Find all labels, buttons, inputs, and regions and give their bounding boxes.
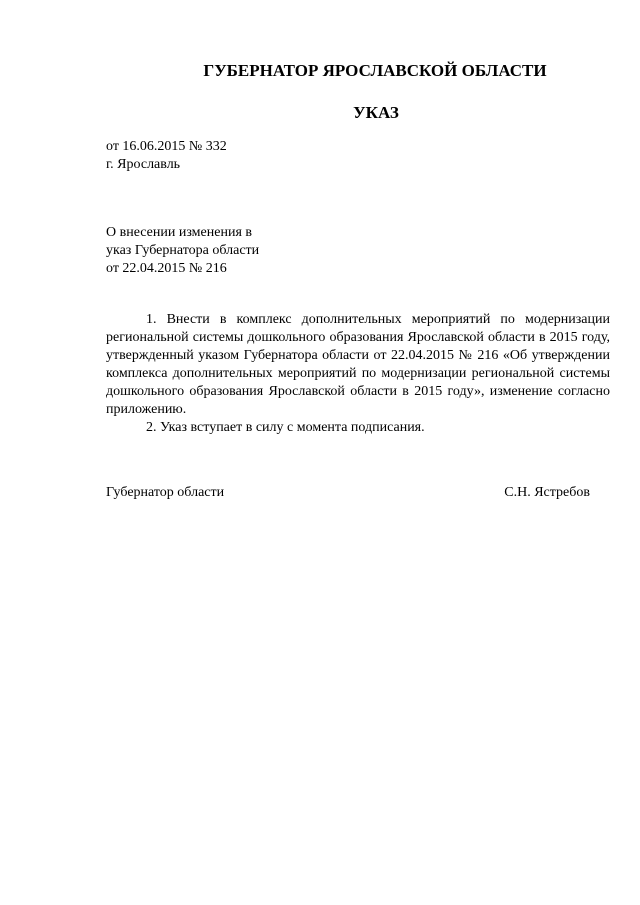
subject-line: О внесении изменения в — [106, 225, 252, 240]
paragraph: 1. Внести в комплекс дополнительных мероприятий по модернизации региональной системы дошкольного образования Ярославской области в 2015 году, утвержденный указом Губернатора области от 22.04.2015 № 216 «Об утверждении комплекса дополнительных мероприятий по модернизации региональной системы дошкольного образования Ярославской области в 2015 году», изменение согласно приложению. — [106, 312, 610, 417]
date-number: от 16.06.2015 № 332 — [106, 139, 227, 154]
signatory-position: Губернатор области — [106, 485, 225, 500]
subject-line: указ Губернатора области — [106, 243, 260, 258]
subject-line: от 22.04.2015 № 216 — [106, 261, 227, 276]
document-subject — [106, 224, 259, 278]
city: г. Ярославль — [106, 157, 181, 172]
signature-block — [106, 484, 590, 502]
document-body — [106, 311, 610, 437]
issuing-authority: ГУБЕРНАТОР ЯРОСЛАВСКОЙ ОБЛАСТИ — [203, 61, 547, 80]
document-meta — [106, 138, 227, 174]
document-type: УКАЗ — [353, 103, 399, 122]
signatory-name: С.Н. Ястребов — [504, 485, 590, 500]
paragraph: 2. Указ вступает в силу с момента подписания. — [146, 420, 425, 435]
